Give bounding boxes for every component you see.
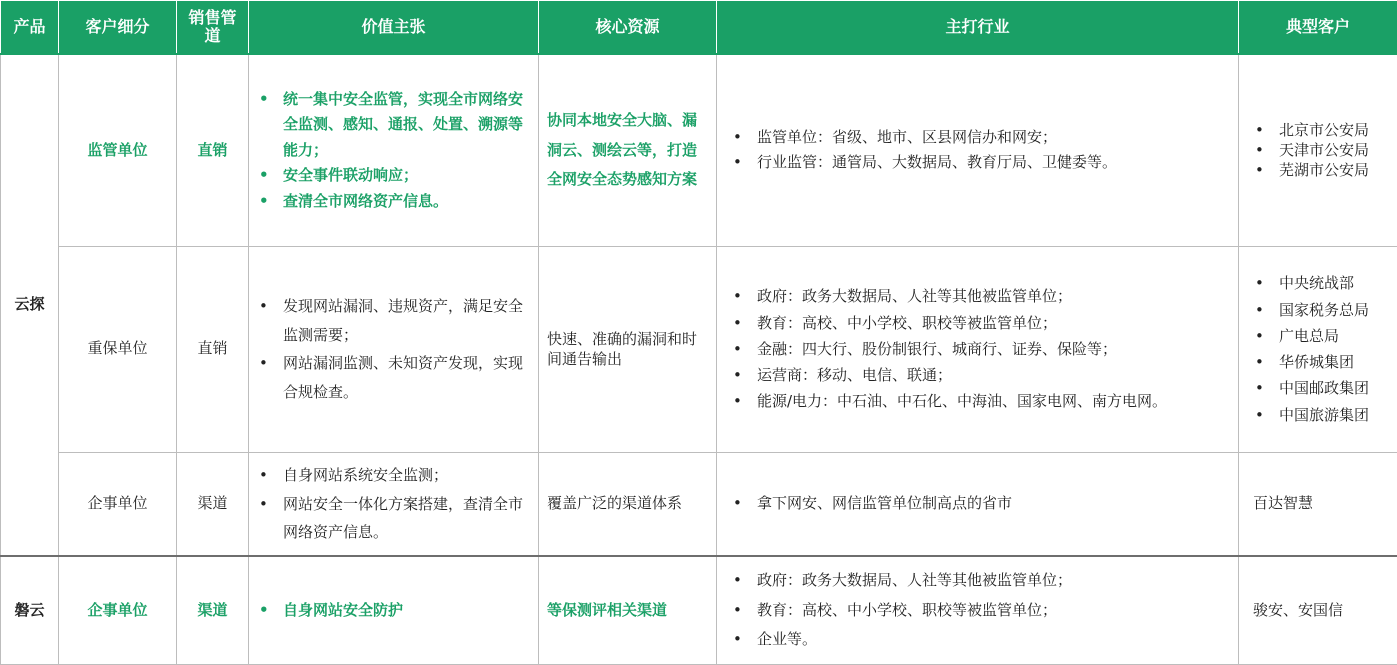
resource-cell: 快速、准确的漏洞和时间通告输出 xyxy=(539,246,717,452)
header-channel: 销售管道 xyxy=(177,1,249,55)
table-row xyxy=(1,246,1397,452)
industry-item: • 监管单位：省级、地市、区县网信办和网安； xyxy=(731,125,1230,151)
customer-item: • 广电总局 xyxy=(1253,323,1389,349)
customer-item: • 中国邮政集团 xyxy=(1253,375,1389,401)
header-customers: 典型客户 xyxy=(1239,1,1397,55)
resource-cell: 协同本地安全大脑、漏洞云、测绘云等，打造全网安全态势感知方案 xyxy=(539,54,717,246)
value-cell xyxy=(249,246,539,452)
value-item: • 安全事件联动响应； xyxy=(257,163,530,189)
industry-cell xyxy=(717,246,1239,452)
header-row xyxy=(1,1,1397,55)
value-cell xyxy=(249,54,539,246)
industry-cell xyxy=(717,556,1239,664)
value-item: • 自身网站系统安全监测； xyxy=(257,461,530,490)
customer-item: • 天津市公安局 xyxy=(1253,140,1389,160)
channel-cell: 渠道 xyxy=(177,556,249,664)
resource-cell: 等保测评相关渠道 xyxy=(539,556,717,664)
value-item: • 自身网站安全防护 xyxy=(257,598,530,624)
customer-item: • 中国旅游集团 xyxy=(1253,402,1389,428)
segment-cell: 监管单位 xyxy=(59,54,177,246)
industry-cell xyxy=(717,54,1239,246)
customers-cell: 百达智慧 xyxy=(1239,452,1397,556)
channel-cell: 直销 xyxy=(177,54,249,246)
industry-item: • 教育：高校、中小学校、职校等被监管单位； xyxy=(731,310,1230,336)
customer-item: • 国家税务总局 xyxy=(1253,297,1389,323)
industry-item: • 政府：政务大数据局、人社等其他被监管单位； xyxy=(731,283,1230,309)
header-industry: 主打行业 xyxy=(717,1,1239,55)
table-row xyxy=(1,556,1397,664)
value-item: • 查清全市网络资产信息。 xyxy=(257,189,530,215)
segment-cell: 企事单位 xyxy=(59,452,177,556)
value-item: • 统一集中安全监管，实现全市网络安全监测、感知、通报、处置、溯源等能力； xyxy=(257,87,530,164)
industry-item: • 教育：高校、中小学校、职校等被监管单位； xyxy=(731,596,1230,625)
resource-cell: 覆盖广泛的渠道体系 xyxy=(539,452,717,556)
value-item: • 网站安全一体化方案搭建，查清全市网络资产信息。 xyxy=(257,490,530,547)
value-cell xyxy=(249,452,539,556)
customers-cell xyxy=(1239,54,1397,246)
customer-item: • 中央统战部 xyxy=(1253,270,1389,296)
customer-item: • 北京市公安局 xyxy=(1253,120,1389,140)
value-cell xyxy=(249,556,539,664)
industry-item: • 运营商：移动、电信、联通； xyxy=(731,362,1230,388)
industry-item: • 金融：四大行、股份制银行、城商行、证券、保险等； xyxy=(731,336,1230,362)
segment-cell: 重保单位 xyxy=(59,246,177,452)
header-segment: 客户细分 xyxy=(59,1,177,55)
value-item: • 网站漏洞监测、未知资产发现，实现合规检查。 xyxy=(257,349,530,406)
industry-item: • 行业监管：通管局、大数据局、教育厅局、卫健委等。 xyxy=(731,150,1230,176)
product-cell-panyun: 磐云 xyxy=(1,556,59,664)
header-value: 价值主张 xyxy=(249,1,539,55)
industry-item: • 能源/电力：中石油、中石化、中海油、国家电网、南方电网。 xyxy=(731,388,1230,414)
customers-cell xyxy=(1239,246,1397,452)
customer-item: • 华侨城集团 xyxy=(1253,349,1389,375)
value-item: • 发现网站漏洞、违规资产，满足安全监测需要； xyxy=(257,292,530,349)
industry-item: • 拿下网安、网信监管单位制高点的省市 xyxy=(731,491,1230,517)
industry-cell xyxy=(717,452,1239,556)
segment-cell: 企事单位 xyxy=(59,556,177,664)
header-product: 产品 xyxy=(1,1,59,55)
industry-item: • 政府：政务大数据局、人社等其他被监管单位； xyxy=(731,566,1230,595)
channel-cell: 渠道 xyxy=(177,452,249,556)
channel-cell: 直销 xyxy=(177,246,249,452)
table-row xyxy=(1,452,1397,556)
customers-cell: 骏安、安国信 xyxy=(1239,556,1397,664)
product-cell-yuntan: 云探 xyxy=(1,54,59,556)
customer-item: • 芜湖市公安局 xyxy=(1253,160,1389,180)
table-row xyxy=(1,54,1397,246)
industry-item: • 企业等。 xyxy=(731,625,1230,654)
header-resource: 核心资源 xyxy=(539,1,717,55)
